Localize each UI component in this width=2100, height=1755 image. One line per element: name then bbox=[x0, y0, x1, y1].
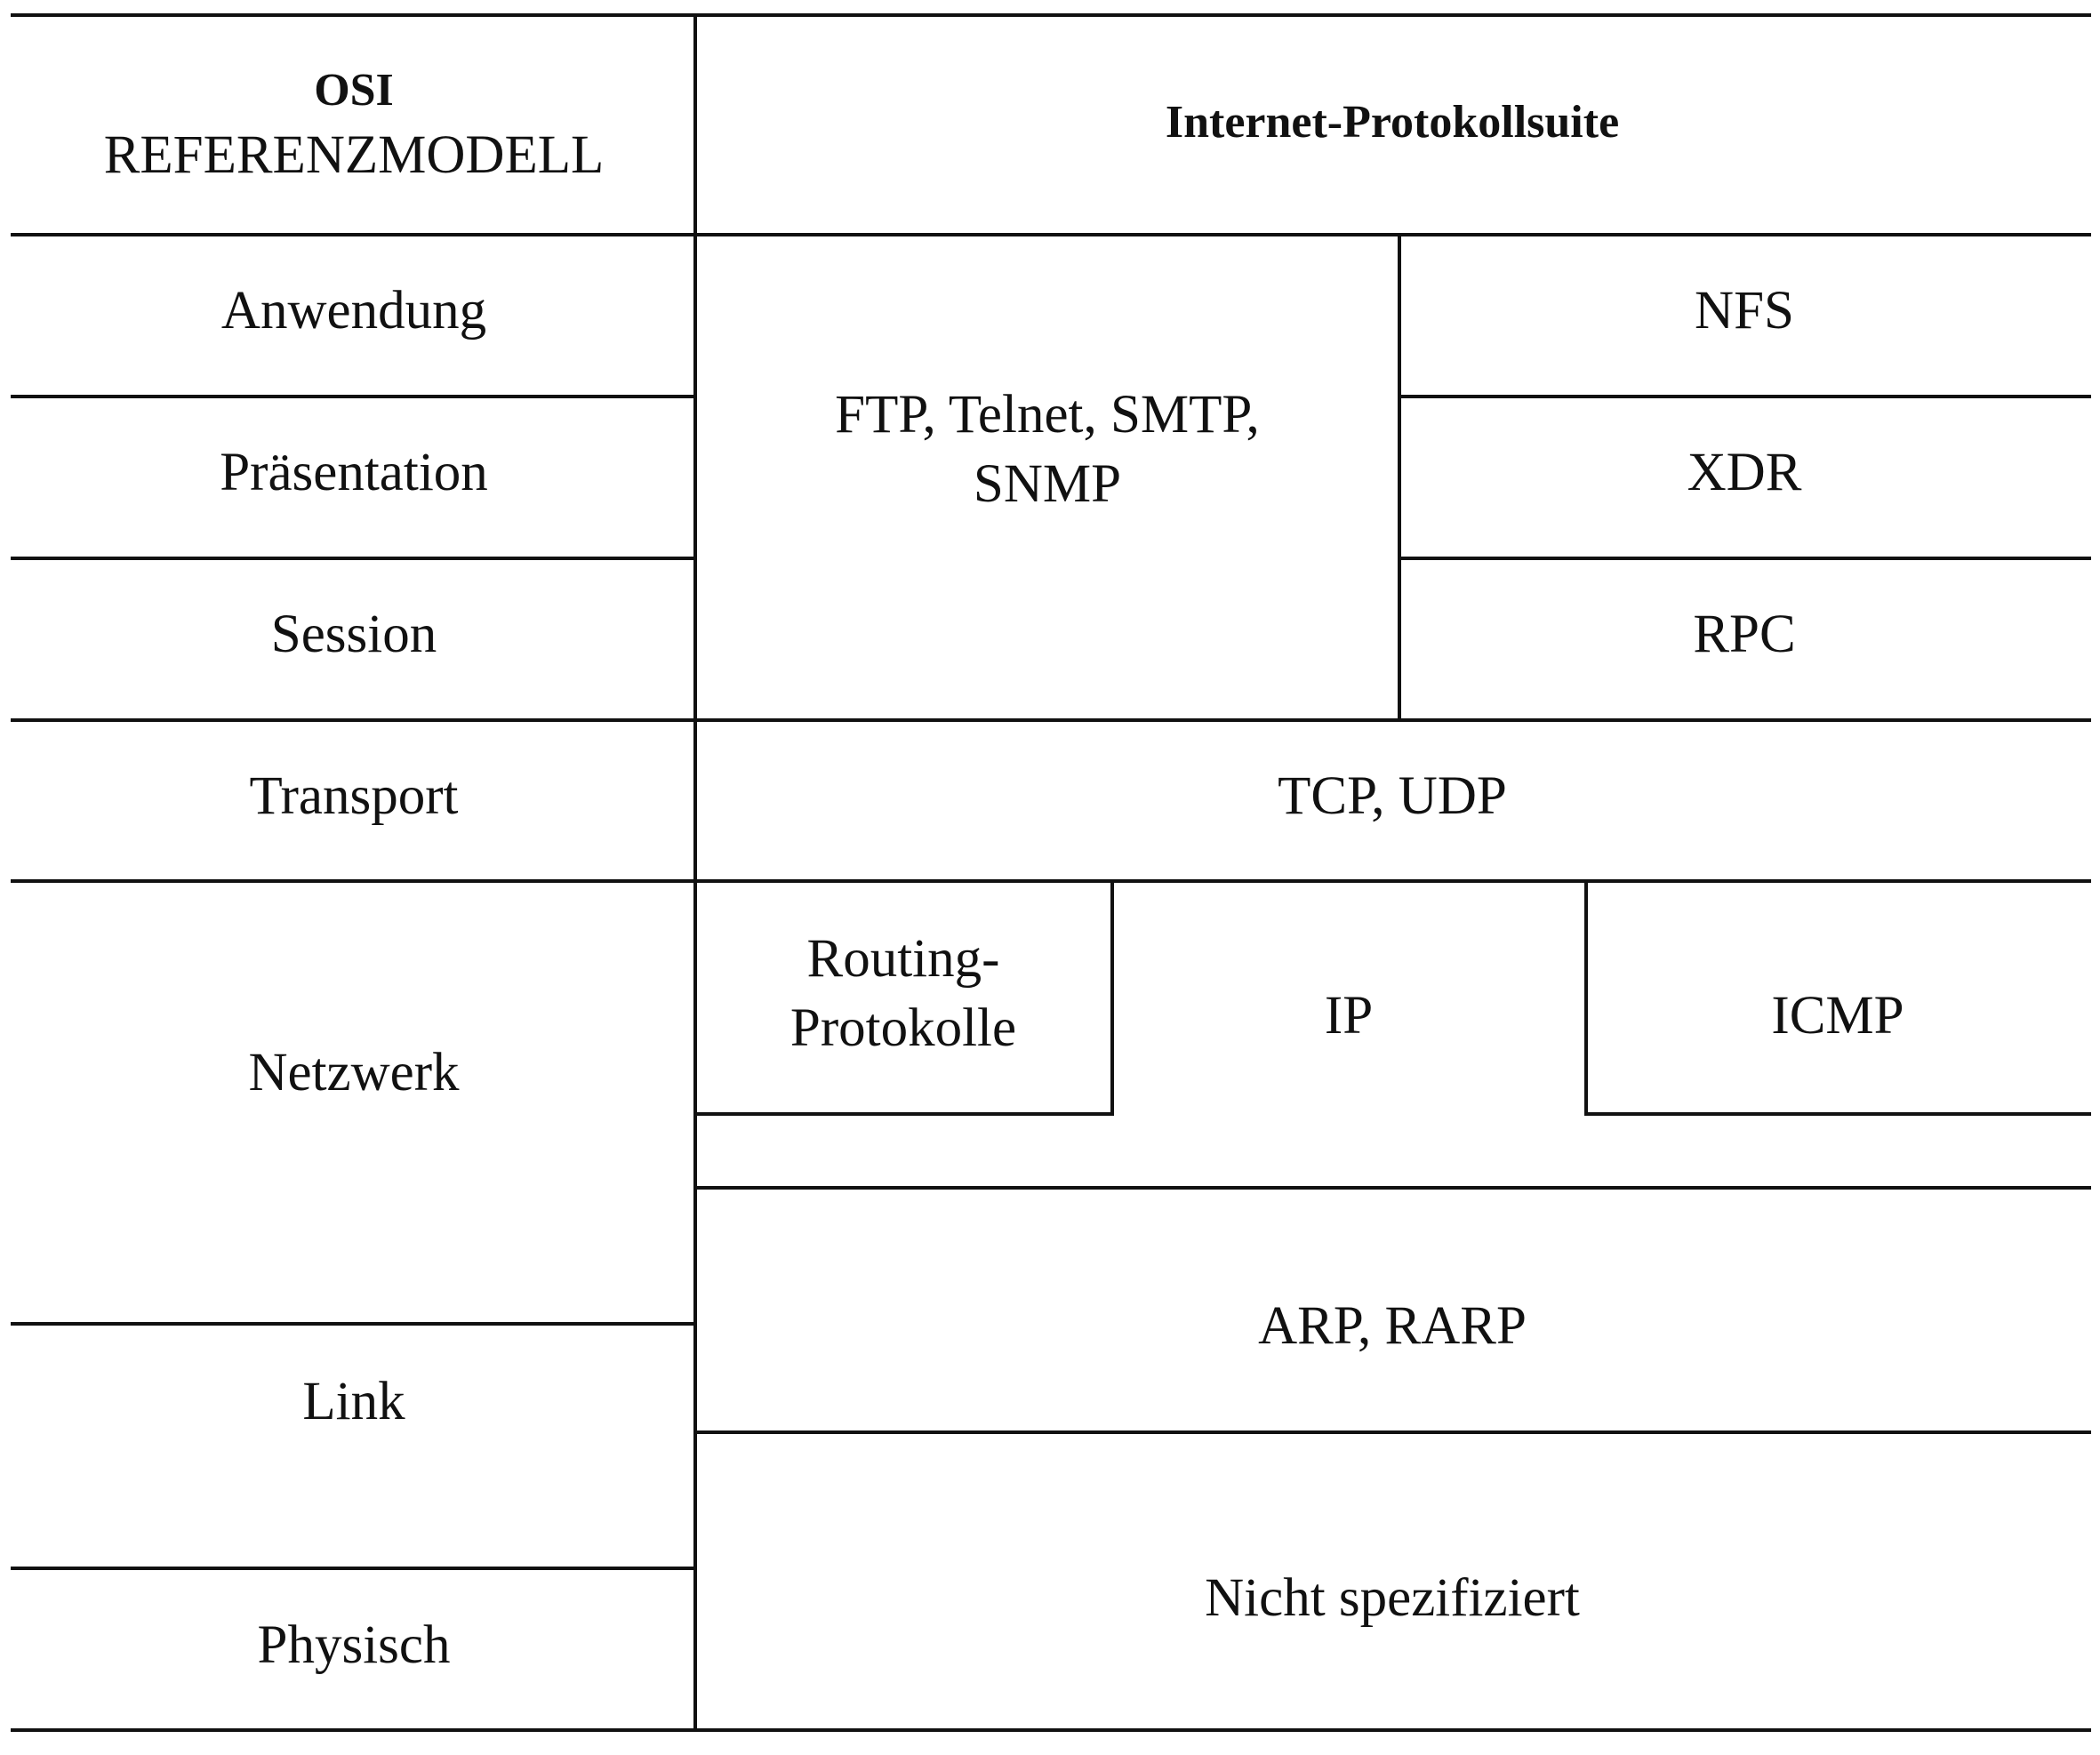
protocol-arp-rarp: ARP, RARP bbox=[1258, 1296, 1527, 1356]
osi-layer-session: Session bbox=[270, 605, 437, 664]
protocol-rpc: RPC bbox=[1693, 605, 1796, 664]
osi-layer-transport: Transport bbox=[249, 766, 459, 826]
osi-header-line1: OSI bbox=[314, 64, 394, 116]
osi-layer-physisch: Physisch bbox=[257, 1615, 451, 1675]
app-protocols-line1: FTP, Telnet, SMTP, bbox=[835, 385, 1260, 445]
protocol-tcp-udp: TCP, UDP bbox=[1278, 766, 1507, 826]
routing-protocols-line1: Routing- bbox=[806, 929, 1000, 989]
protocol-ip: IP bbox=[1324, 986, 1374, 1046]
protocol-nfs: NFS bbox=[1695, 281, 1794, 341]
osi-header-line2-initial: R bbox=[103, 125, 140, 185]
osi-header-line2 bbox=[104, 125, 605, 185]
osi-layer-link: Link bbox=[302, 1372, 405, 1431]
app-protocols-line2: SNMP bbox=[973, 454, 1122, 514]
protocol-icmp: ICMP bbox=[1771, 986, 1904, 1046]
protocol-xdr: XDR bbox=[1687, 443, 1802, 502]
routing-protocols-line2: Protokolle bbox=[790, 998, 1017, 1058]
osi-layer-praesentation: Präsentation bbox=[220, 443, 488, 502]
physical-not-specified: Nicht spezifiziert bbox=[1205, 1568, 1580, 1628]
osi-layer-anwendung: Anwendung bbox=[220, 281, 487, 341]
internet-header: Internet-Protokollsuite bbox=[1165, 96, 1620, 148]
osi-layer-netzwerk: Netzwerk bbox=[248, 1043, 460, 1102]
osi-header-line2-rest: EFERENZMODELL bbox=[140, 125, 605, 185]
